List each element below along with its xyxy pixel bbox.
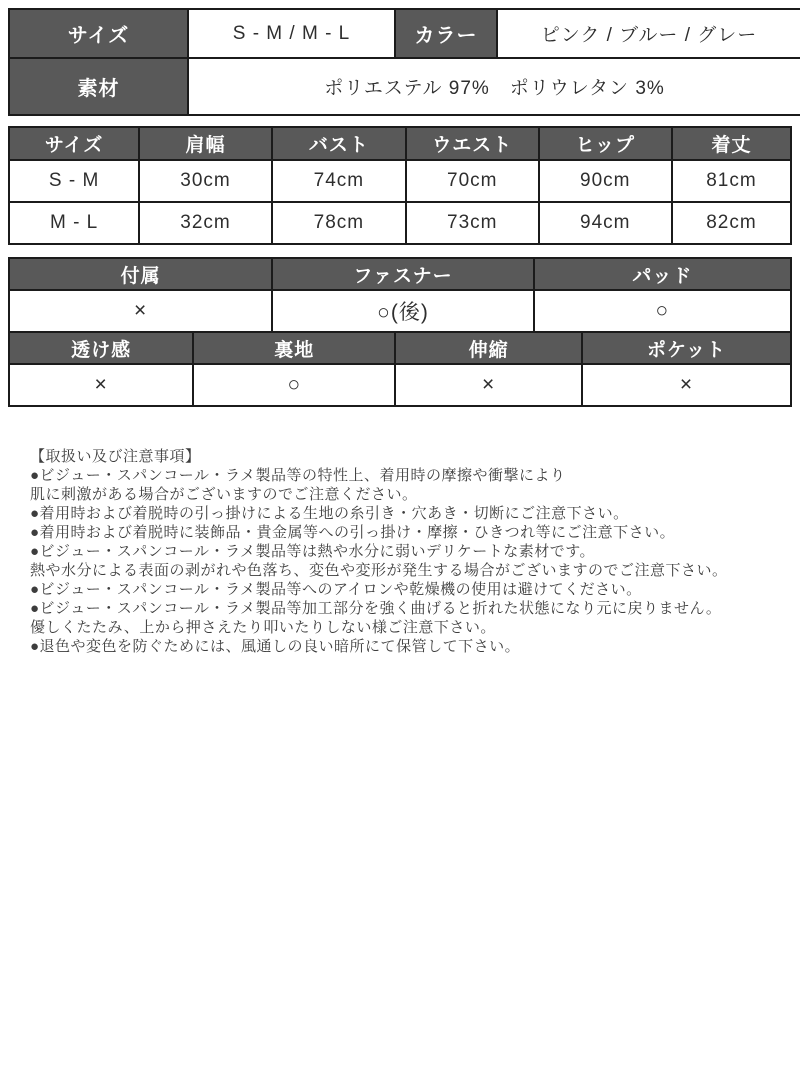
table-row <box>9 202 791 244</box>
table-row <box>9 364 791 406</box>
cell-length: 81cm <box>672 160 791 202</box>
header-lining: 裏地 <box>193 332 395 364</box>
header-pad: パッド <box>534 258 791 290</box>
cell-waist: 70cm <box>406 160 539 202</box>
cell-bust: 78cm <box>272 202 406 244</box>
cell-shoulder: 32cm <box>139 202 272 244</box>
table-row <box>9 290 791 332</box>
care-note-line: ●ビジュー・スパンコール・ラメ製品等へのアイロンや乾燥機の使用は避けてください。 <box>30 581 642 598</box>
header-stretch: 伸縮 <box>395 332 582 364</box>
color-label-cell: カラー <box>395 9 497 58</box>
table-row <box>9 9 800 58</box>
size-label-cell: サイズ <box>9 9 188 58</box>
cell-length: 82cm <box>672 202 791 244</box>
material-value-cell: ポリエステル 97% ポリウレタン 3% <box>188 58 800 115</box>
cell-hip: 94cm <box>539 202 672 244</box>
header-bust: バスト <box>272 127 406 160</box>
header-pocket: ポケット <box>582 332 791 364</box>
header-length: 着丈 <box>672 127 791 160</box>
features-header-row <box>9 258 791 290</box>
header-sheerness: 透け感 <box>9 332 193 364</box>
care-note-line: 肌に刺激がある場合がございますのでご注意ください。 <box>30 486 418 503</box>
header-accessory: 付属 <box>9 258 272 290</box>
cell-shoulder: 30cm <box>139 160 272 202</box>
material-label-cell: 素材 <box>9 58 188 115</box>
measurements-table <box>8 126 792 245</box>
cell-lining: ○ <box>193 364 395 406</box>
cell-accessory: × <box>9 290 272 332</box>
cell-stretch: × <box>395 364 582 406</box>
header-waist: ウエスト <box>406 127 539 160</box>
care-notes-title: 【取扱い及び注意事項】 <box>30 448 201 465</box>
size-value-cell: S - M / M - L <box>188 9 395 58</box>
cell-fastener: ○(後) <box>272 290 534 332</box>
table-row <box>9 58 800 115</box>
care-note-line: ●ビジュー・スパンコール・ラメ製品等加工部分を強く曲げると折れた状態になり元に戻りません。 <box>30 600 722 617</box>
cell-pad: ○ <box>534 290 791 332</box>
care-note-line: ●ビジュー・スパンコール・ラメ製品等は熱や水分に弱いデリケートな素材です。 <box>30 543 596 560</box>
cell-size: M - L <box>9 202 139 244</box>
cell-sheerness: × <box>9 364 193 406</box>
header-size: サイズ <box>9 127 139 160</box>
care-note-line: ●退色や変色を防ぐためには、風通しの良い暗所にて保管して下さい。 <box>30 638 521 655</box>
header-hip: ヒップ <box>539 127 672 160</box>
care-note-line: ●ビジュー・スパンコール・ラメ製品等の特性上、着用時の摩擦や衝撃により <box>30 467 566 484</box>
cell-pocket: × <box>582 364 791 406</box>
cell-bust: 74cm <box>272 160 406 202</box>
features-table-bottom <box>8 331 792 407</box>
cell-hip: 90cm <box>539 160 672 202</box>
cell-size: S - M <box>9 160 139 202</box>
features-header-row <box>9 332 791 364</box>
product-info-table <box>8 8 800 116</box>
cell-waist: 73cm <box>406 202 539 244</box>
color-value-cell: ピンク / ブルー / グレー <box>497 9 800 58</box>
features-table-top <box>8 257 792 333</box>
header-fastener: ファスナー <box>272 258 534 290</box>
table-row <box>9 160 791 202</box>
care-note-line: ●着用時および着脱時に装飾品・貴金属等への引っ掛け・摩擦・ひきつれ等にご注意下さい。 <box>30 524 676 541</box>
care-note-line: 優しくたたみ、上から押さえたり叩いたりしない様ご注意下さい。 <box>30 619 496 636</box>
care-note-line: 熱や水分による表面の剥がれや色落ち、変色や変形が発生する場合がございますのでご注意下さい。 <box>30 562 728 579</box>
care-notes <box>30 447 782 656</box>
measurements-header-row <box>9 127 791 160</box>
header-shoulder: 肩幅 <box>139 127 272 160</box>
care-note-line: ●着用時および着脱時の引っ掛けによる生地の糸引き・穴あき・切断にご注意下さい。 <box>30 505 629 522</box>
